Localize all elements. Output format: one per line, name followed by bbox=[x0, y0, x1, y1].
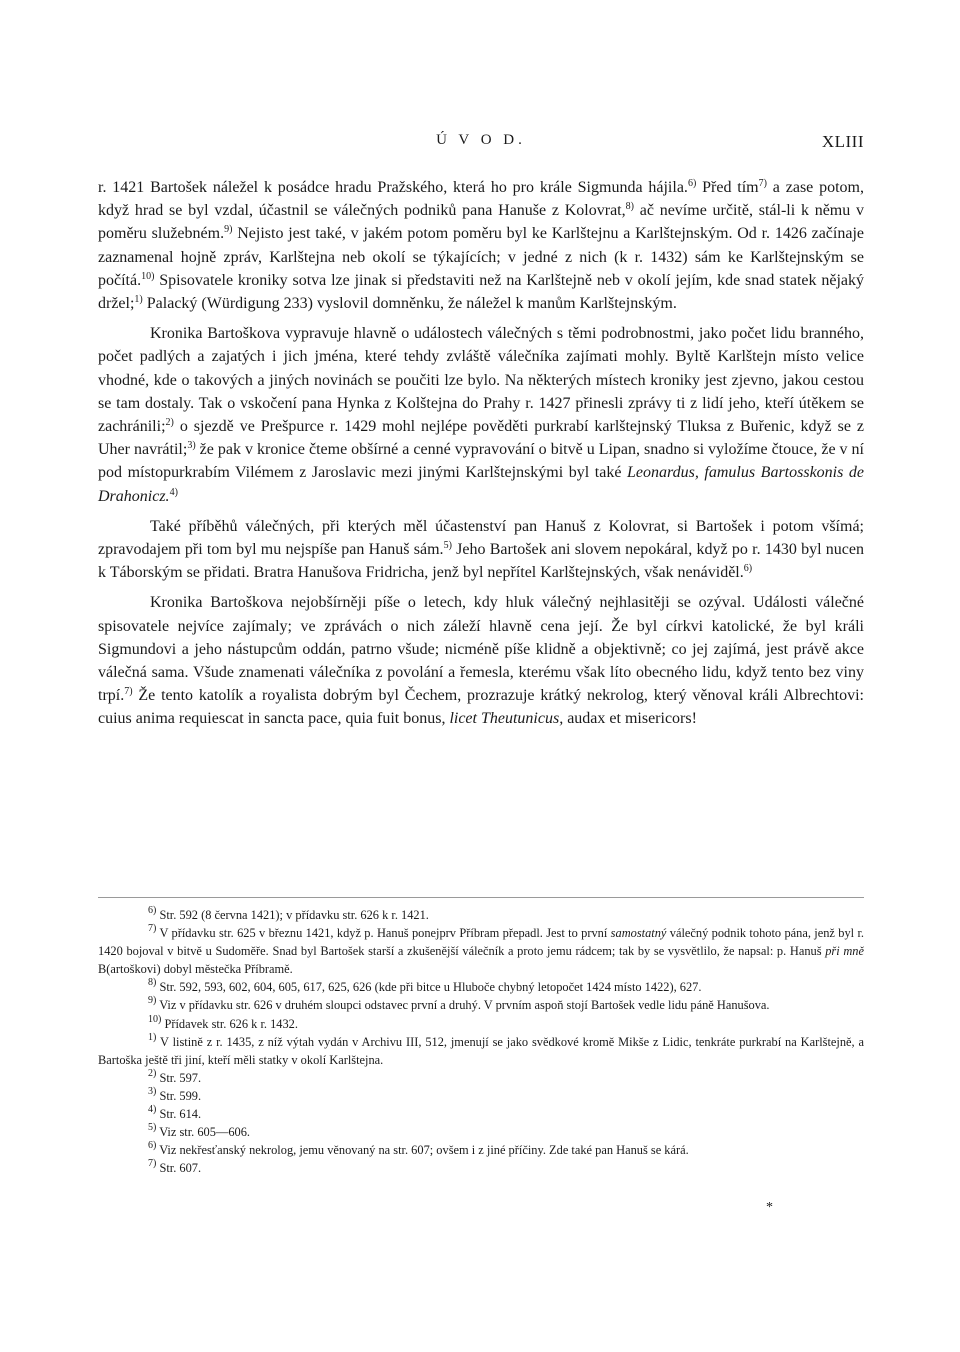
text-run: Str. 592 (8 června 1421); v přídavku str. 626 k r. 1421. bbox=[156, 908, 429, 922]
signature-mark: * bbox=[766, 1200, 773, 1215]
paragraph bbox=[98, 176, 864, 315]
footnote-ref: 3) bbox=[148, 1085, 157, 1097]
text-run: Str. 614. bbox=[156, 1107, 202, 1122]
footnote-ref: 5) bbox=[443, 540, 452, 552]
page-header bbox=[98, 132, 864, 154]
footnote-ref: 8) bbox=[625, 201, 634, 213]
text-run: Spisovatele kroniky sotva lze jinak si představiti než na Karlštejně neb v okolí jejím, kde snad statek nějaký držel; bbox=[98, 271, 864, 313]
text-run: r. 1421 Bartošek náležel k posádce hradu Pražského, která ho pro krále Sigmunda hájila. bbox=[98, 179, 688, 196]
italic-text: při mně bbox=[825, 944, 864, 959]
footnote bbox=[98, 996, 864, 1014]
footnote-ref: 7) bbox=[148, 1158, 157, 1170]
text-run: Nejisto jest také, v jakém potom poměru byl ke Karlštejnu a Karlštejnským. Od r. 1426 začínaje zaznamenal hojně zpráv, Karlštejna neb okolí se týkajících; v jedné z nich (k r. 1432) sám ke Karlštejnským se počítá. bbox=[98, 225, 865, 289]
text-run: Kronika Bartoškova nejobšírněji píše o letech, kdy hluk válečný nejhlasitěji se ozýval. Události válečné spisovatele nejvíce zajímaly; ve zprávách o nich záleží hlavně cena její. Že byl církvi katolické, že byl králi Sigmundovi a jeho nástupcům oddán, patrno všude; nicméně píše klidně a objektivně; co jej zajímá, jest právě akce válečná sama. Všude znamenati válečníka z povolání a řemesla, kterému však líto obecného lidu, když tento bez viny trpí. bbox=[98, 594, 864, 705]
footnote-ref: 1) bbox=[134, 294, 143, 306]
text-run: Viz str. 605—606. bbox=[156, 1125, 251, 1140]
footnote bbox=[98, 1141, 864, 1159]
footnote-ref: 9) bbox=[224, 224, 233, 236]
footnote-ref: 2) bbox=[165, 417, 174, 429]
footnote-ref: 7) bbox=[758, 178, 767, 189]
text-run: o sjezdě ve Prešpurce r. 1429 mohl nejlépe pověděti purkrabí karlštejnský Tluksa z Buřenic, když se z Uher navrátil; bbox=[98, 418, 864, 459]
text-run: Str. 597. bbox=[156, 1070, 202, 1085]
italic-text: Leonardus, famulus Bartosskonis de Drahonicz. bbox=[98, 464, 865, 505]
text-run: Kronika Bartoškova vypravuje hlavně o událostech válečných s těmi podrobnostmi, jako počet lidu branného, počet padlých a zajatých i jich jména, které tehdy zvláště válečníka zajímati mohly. Byltě Karlštejn místo velice vhodné, kde o takových a jiných novinách se poučiti lze bylo. Na některých místech kroniky jest zjevno, jakou cestou se tam dostaly. Tak o vskočení pana Hynka z Kolštejna do Prahy r. 1427 přinesli zprávy ti z lidí jeho, kteří útěkem se zachránili; bbox=[98, 325, 864, 436]
footnote bbox=[98, 1105, 864, 1123]
text-run: B(artoškovi) dobyl městečka Příbramě. bbox=[98, 962, 293, 977]
text-run: a zase potom, když hrad se byl vzdal, účastnil se válečných podniků pana Hanuše z Kolovrat, bbox=[98, 179, 865, 220]
footnote-ref: 9) bbox=[148, 995, 157, 1007]
footnote-ref: 5) bbox=[148, 1122, 157, 1134]
text-run: Přídavek str. 626 k r. 1432. bbox=[161, 1016, 298, 1031]
text-run: Také příběhů válečných, při kterých měl účastenství pan Hanuš z Kolovrat, si Bartošek i potom všímá; zpravodajem při tom byl mu nejspíše pan Hanuš sám. bbox=[98, 517, 864, 559]
text-run: že pak v kronice čteme obšírné a cenné vypravování o bitvě u Lipan, snadno si vyložíme čtouce, že v ní pod místopurkrabím Vilémem z Jaroslavic mezi jinými Karlštejnskými byl také bbox=[98, 441, 865, 482]
footnote bbox=[98, 906, 864, 924]
footnote-ref: 7) bbox=[124, 686, 133, 698]
text-run: Str. 599. bbox=[156, 1088, 202, 1103]
footnote-ref: 4) bbox=[169, 486, 178, 498]
paragraph bbox=[98, 515, 864, 585]
main-text bbox=[98, 176, 864, 738]
footnote-divider bbox=[98, 897, 864, 898]
footnote-ref: 2) bbox=[148, 1067, 157, 1079]
italic-text: samostatný bbox=[610, 926, 667, 941]
footnote bbox=[98, 924, 864, 978]
text-run: ač nevíme určitě, stál-li k němu v poměru služebném. bbox=[98, 202, 865, 243]
footnote-ref: 6) bbox=[743, 563, 753, 575]
text-run: Že tento katolík a royalista dobrým byl Čechem, prozrazuje krátký nekrolog, který věnoval králi Albrechtovi: cuius anima requiescat in sancta pace, quia fuit bonus, bbox=[98, 687, 864, 728]
footnote bbox=[98, 1123, 864, 1141]
footnote-ref: 10) bbox=[141, 270, 155, 282]
footnote-ref: 6) bbox=[687, 178, 697, 189]
text-run: válečný podnik tohoto pána, jenž byl r. 1420 bojoval v bitvě u Sudoměře. Snad byl Bartošek starší a zkušenější válečník a proto jemu rádcem; tak by se vysvětlilo, že napsal: p. Hanuš bbox=[98, 926, 865, 959]
text-run: Str. 592, 593, 602, 604, 605, 617, 625, 626 (kde při bitce u Hluboče chybný letopočet 1424 místo 1422), 627. bbox=[156, 980, 702, 995]
footnote bbox=[98, 1159, 864, 1177]
footnote-ref: 7) bbox=[148, 923, 157, 935]
paragraph bbox=[98, 322, 864, 508]
footnote bbox=[98, 978, 864, 996]
text-run: audax et misericors! bbox=[563, 710, 697, 728]
text-run: Viz v přídavku str. 626 v druhém sloupci odstavec první a druhý. V prvním aspoň stojí Bartošek vedle lidu páně Hanušova. bbox=[156, 998, 770, 1013]
footnote-ref: 4) bbox=[148, 1104, 157, 1116]
footnote bbox=[98, 1069, 864, 1087]
footnotes bbox=[98, 906, 864, 1177]
text-run: Viz nekřesťanský nekrolog, jemu věnovaný na str. 607; ovšem i z jiné příčiny. Zde také pan Hanuš se kárá. bbox=[156, 1143, 689, 1158]
text-run: V listině z r. 1435, z níž výtah vydán v Archivu III, 512, jmenují se jako svědkové kromě Mikše z Lidic, tenkráte purkrabí na Karlštejně, a Bartoška ještě tři jiní, kteří měli statky v okolí Karlštejna. bbox=[98, 1034, 864, 1067]
footnote-ref: 3) bbox=[187, 440, 196, 452]
footnote-ref: 8) bbox=[148, 977, 157, 989]
footnote bbox=[98, 1015, 864, 1033]
footnote-ref: 6) bbox=[148, 1140, 157, 1152]
running-title: Ú V O D. bbox=[436, 132, 526, 148]
page-number: XLIII bbox=[821, 132, 864, 151]
paragraph bbox=[98, 591, 864, 730]
footnote-ref: 1) bbox=[148, 1031, 157, 1043]
text-run: Jeho Bartošek ani slovem nepokáral, když po r. 1430 byl nucen k Táborským se přidati. Bratra Hanušova Fridricha, jenž byl nepřítel Karlštejnských, však nenáviděl. bbox=[98, 541, 864, 582]
italic-text: licet Theutunicus, bbox=[449, 710, 564, 728]
text-run: Palacký (Würdigung 233) vyslovil domněnku, že náležel k manům Karlštejnským. bbox=[142, 295, 677, 313]
footnote bbox=[98, 1033, 864, 1069]
footnote bbox=[98, 1087, 864, 1105]
text-run: Str. 607. bbox=[156, 1161, 202, 1176]
text-run: Před tím bbox=[696, 179, 759, 196]
footnote-ref: 6) bbox=[148, 905, 157, 916]
footnote-ref: 10) bbox=[148, 1013, 162, 1025]
text-run: V přídavku str. 625 v březnu 1421, když p. Hanuš ponejprv Příbram přepadl. Jest to první bbox=[156, 926, 611, 941]
